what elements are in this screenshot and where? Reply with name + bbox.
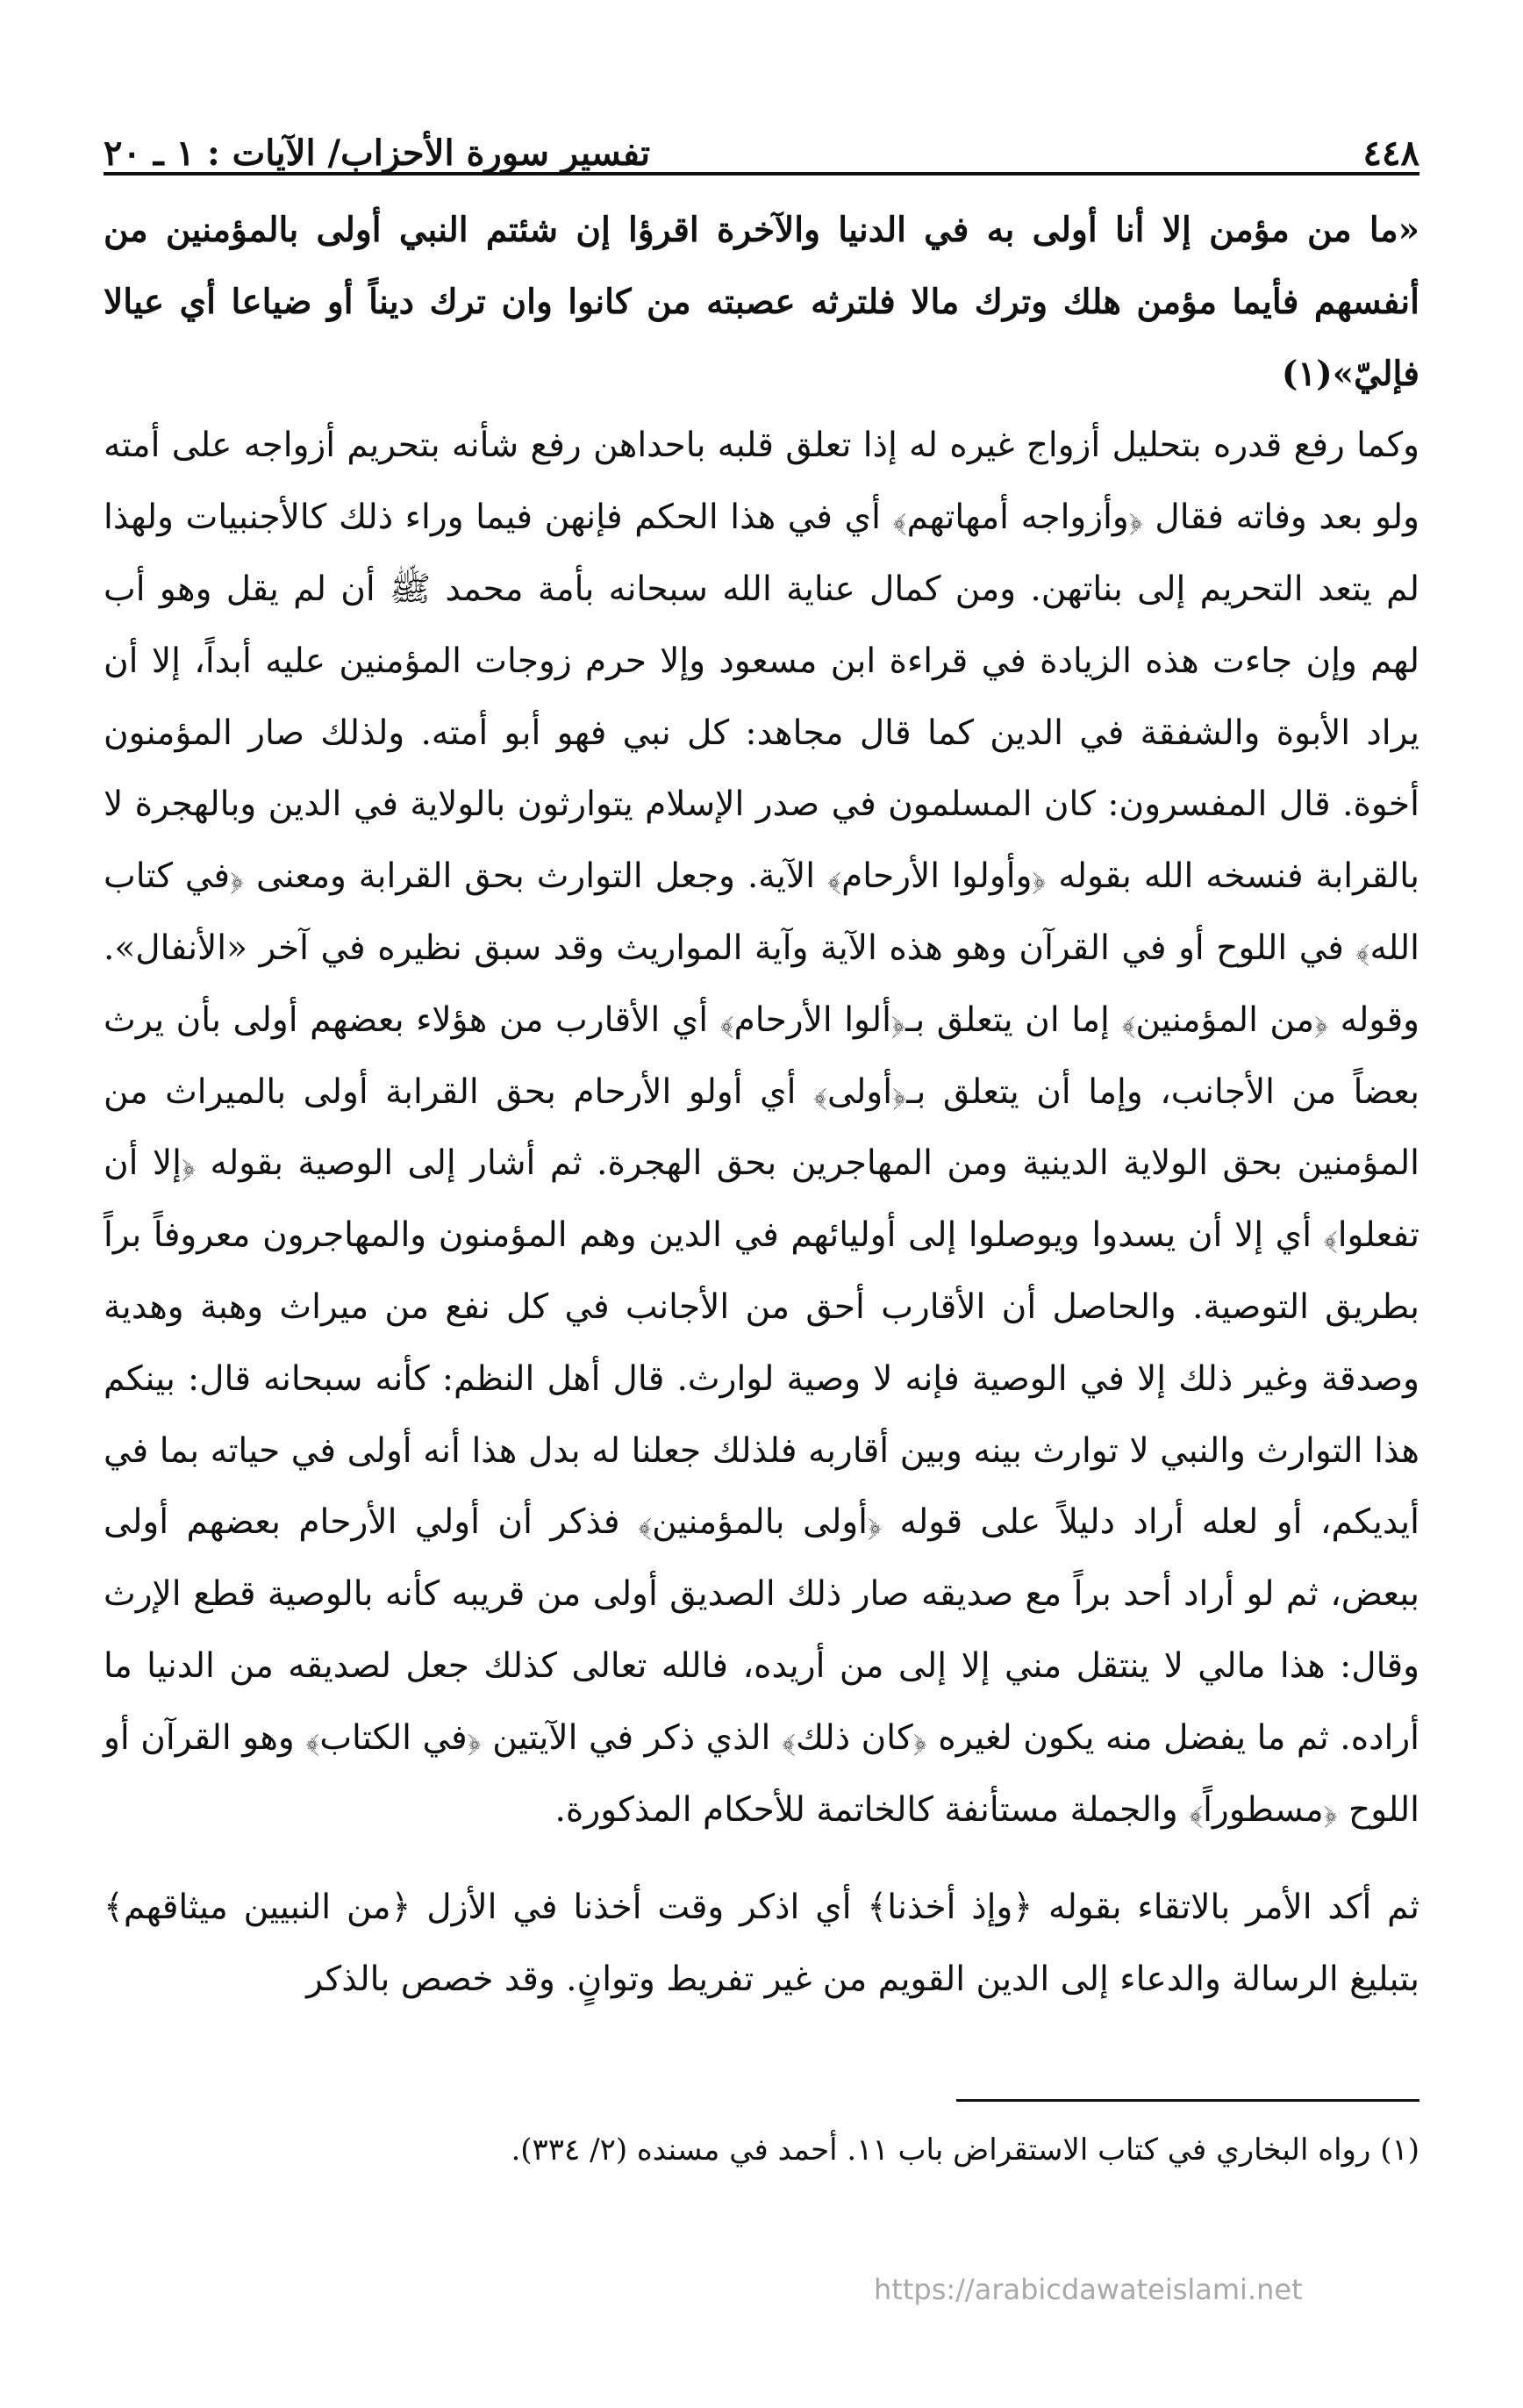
- main-text: [104, 195, 1419, 2016]
- footnote: (١) رواه البخاري في كتاب الاستقراض باب ١١. أحمد في مسنده (٢/ ٣٣٤).: [511, 2132, 1419, 2168]
- commentary-paragraph: وكما رفع قدره بتحليل أزواج غيره له إذا تعلق قلبه باحداهن رفع شأنه بتحريم أزواجه على أمته ولو بعد وفاته فقال ﴿وأزواجه أمهاتهم﴾ أي في هذا الحكم فإنهن فيما وراء ذلك كالأجنبيات ولهذا لم يتعد التحريم إلى بناتهن. ومن كمال عناية الله سبحانه بأمة محمد ﷺ أن لم يقل وهو أب لهم وإن جاءت هذه الزيادة في قراءة ابن مسعود وإلا حرم زوجات المؤمنين عليه أبداً، إلا أن يراد الأبوة والشفقة في الدين كما قال مجاهد: كل نبي فهو أبو أمته. ولذلك صار المؤمنون أخوة. قال المفسرون: كان المسلمون في صدر الإسلام يتوارثون بالولاية في الدين وبالهجرة لا بالقرابة فنسخه الله بقوله ﴿وأولوا الأرحام﴾ الآية. وجعل التوارث بحق القرابة ومعنى ﴿في كتاب الله﴾ في اللوح أو في القرآن وهو هذه الآية وآية المواريث وقد سبق نظيره في آخر «الأنفال». وقوله ﴿من المؤمنين﴾ إما ان يتعلق بـ﴿ألوا الأرحام﴾ أي الأقارب من هؤلاء بعضهم أولى بأن يرث بعضاً من الأجانب، وإما أن يتعلق بـ﴿أولى﴾ أي أولو الأرحام بحق القرابة أولى بالميراث من المؤمنين بحق الولاية الدينية ومن المهاجرين بحق الهجرة. ثم أشار إلى الوصية بقوله ﴿إلا أن تفعلوا﴾ أي إلا أن يسدوا ويوصلوا إلى أوليائهم في الدين وهم المؤمنون والمهاجرون معروفاً براً بطريق التوصية. والحاصل أن الأقارب أحق من الأجانب في كل نفع من ميراث وهبة وهدية وصدقة وغير ذلك إلا في الوصية فإنه لا وصية لوارث. قال أهل النظم: كأنه سبحانه قال: بينكم هذا التوارث والنبي لا توارث بينه وبين أقاربه فلذلك جعلنا له بدل هذا أنه أولى في حياته بما في أيديكم، أو لعله أراد دليلاً على قوله ﴿أولى بالمؤمنين﴾ فذكر أن أولي الأرحام بعضهم أولى ببعض، ثم لو أراد أحد براً مع صديقه صار ذلك الصديق أولى من قريبه كأنه بالوصية قطع الإرث وقال: هذا مالي لا ينتقل مني إلا إلى من أريده، فالله تعالى كذلك جعل لصديقه من الدنيا ما أراده. ثم ما يفضل منه يكون لغيره ﴿كان ذلك﴾ الذي ذكر في الآيتين ﴿في الكتاب﴾ وهو القرآن أو اللوح ﴿مسطوراً﴾ والجملة مستأنفة كالخاتمة للأحكام المذكورة.: [104, 426, 1419, 1830]
- page-number: ٤٤٨: [1362, 133, 1419, 174]
- closing-paragraph: ثم أكد الأمر بالاتقاء بقوله ﴿وإذ أخذنا﴾ أي اذكر وقت أخذنا في الأزل ﴿من النبيين ميثاقهم﴾ بتبليغ الرسالة والدعاء إلى الدين القويم من غير تفريط وتوانٍ. وقد خصص بالذكر: [104, 1888, 1419, 2000]
- page-header: [104, 112, 1419, 174]
- footnote-rule: [956, 2099, 1419, 2102]
- header-rule: [104, 172, 1419, 176]
- watermark-url: https://arabicdawateislami.net: [874, 2273, 1303, 2306]
- hadith-quote-paragraph: «ما من مؤمن إلا أنا أولى به في الدنيا والآخرة اقرؤا إن شئتم النبي أولى بالمؤمنين من أنفسهم فأيما مؤمن هلك وترك مالا فلترثه عصبته من كانوا وان ترك ديناً أو ضياعا أي عيالا فإليّ»(١): [104, 210, 1419, 394]
- running-title: تفسير سورة الأحزاب/ الآيات : ١ ـ ٢٠: [104, 133, 651, 174]
